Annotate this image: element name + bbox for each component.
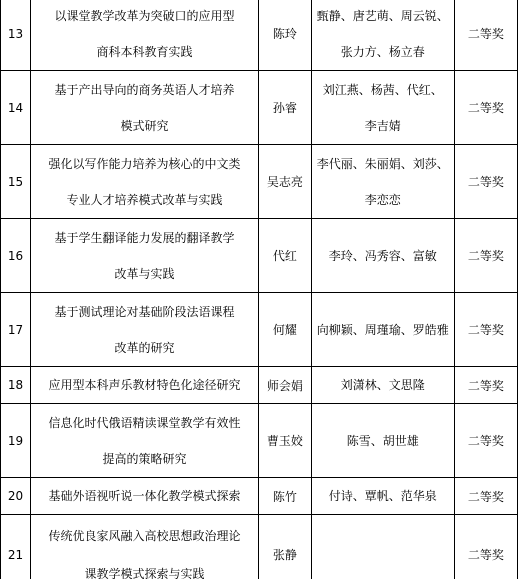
project-title: 基于测试理论对基础阶段法语课程 改革的研究 xyxy=(31,293,259,367)
project-title: 基于学生翻译能力发展的翻译教学 改革与实践 xyxy=(31,219,259,293)
award-level: 二等奖 xyxy=(454,71,517,145)
project-leader: 陈竹 xyxy=(258,478,311,515)
row-number: 18 xyxy=(1,367,31,404)
award-level: 二等奖 xyxy=(454,404,517,478)
project-title: 基础外语视听说一体化教学模式探索 xyxy=(31,478,259,515)
project-members: 甄静、唐艺萌、周云锐、 张力方、杨立春 xyxy=(311,0,454,71)
project-leader: 师会娟 xyxy=(258,367,311,404)
table-row xyxy=(1,219,518,293)
table-row xyxy=(1,404,518,478)
row-number: 16 xyxy=(1,219,31,293)
project-title: 应用型本科声乐教材特色化途径研究 xyxy=(31,367,259,404)
table-row xyxy=(1,145,518,219)
project-members: 李代丽、朱丽娟、刘莎、 李恋恋 xyxy=(311,145,454,219)
project-leader: 吴志亮 xyxy=(258,145,311,219)
project-members xyxy=(311,515,454,579)
project-title: 强化以写作能力培养为核心的中文类 专业人才培养模式改革与实践 xyxy=(31,145,259,219)
award-level: 二等奖 xyxy=(454,515,517,579)
row-number: 14 xyxy=(1,71,31,145)
row-number: 15 xyxy=(1,145,31,219)
table-row xyxy=(1,0,518,71)
project-leader: 张静 xyxy=(258,515,311,579)
project-leader: 陈玲 xyxy=(258,0,311,71)
award-level: 二等奖 xyxy=(454,478,517,515)
project-leader: 何耀 xyxy=(258,293,311,367)
award-level: 二等奖 xyxy=(454,367,517,404)
project-members: 向柳颖、周瑾瑜、罗皓雅 xyxy=(311,293,454,367)
project-members: 李玲、冯秀容、富敏 xyxy=(311,219,454,293)
row-number: 20 xyxy=(1,478,31,515)
project-leader: 代红 xyxy=(258,219,311,293)
award-level: 二等奖 xyxy=(454,219,517,293)
row-number: 13 xyxy=(1,0,31,71)
table-row xyxy=(1,293,518,367)
project-leader: 曹玉姣 xyxy=(258,404,311,478)
table-row xyxy=(1,478,518,515)
project-leader: 孙睿 xyxy=(258,71,311,145)
project-members: 陈雪、胡世雄 xyxy=(311,404,454,478)
project-title: 信息化时代俄语精读课堂教学有效性 提高的策略研究 xyxy=(31,404,259,478)
project-members: 付诗、覃帆、范华泉 xyxy=(311,478,454,515)
row-number: 19 xyxy=(1,404,31,478)
award-level: 二等奖 xyxy=(454,0,517,71)
table-row xyxy=(1,71,518,145)
project-title: 基于产出导向的商务英语人才培养 模式研究 xyxy=(31,71,259,145)
row-number: 17 xyxy=(1,293,31,367)
table-row xyxy=(1,367,518,404)
award-level: 二等奖 xyxy=(454,145,517,219)
project-members: 刘江燕、杨茜、代红、 李吉婧 xyxy=(311,71,454,145)
award-level: 二等奖 xyxy=(454,293,517,367)
row-number: 21 xyxy=(1,515,31,579)
project-title: 传统优良家风融入高校思想政治理论 课教学模式探索与实践 xyxy=(31,515,259,579)
project-members: 刘潇林、文思隆 xyxy=(311,367,454,404)
table-row xyxy=(1,515,518,579)
project-title: 以课堂教学改革为突破口的应用型 商科本科教育实践 xyxy=(31,0,259,71)
